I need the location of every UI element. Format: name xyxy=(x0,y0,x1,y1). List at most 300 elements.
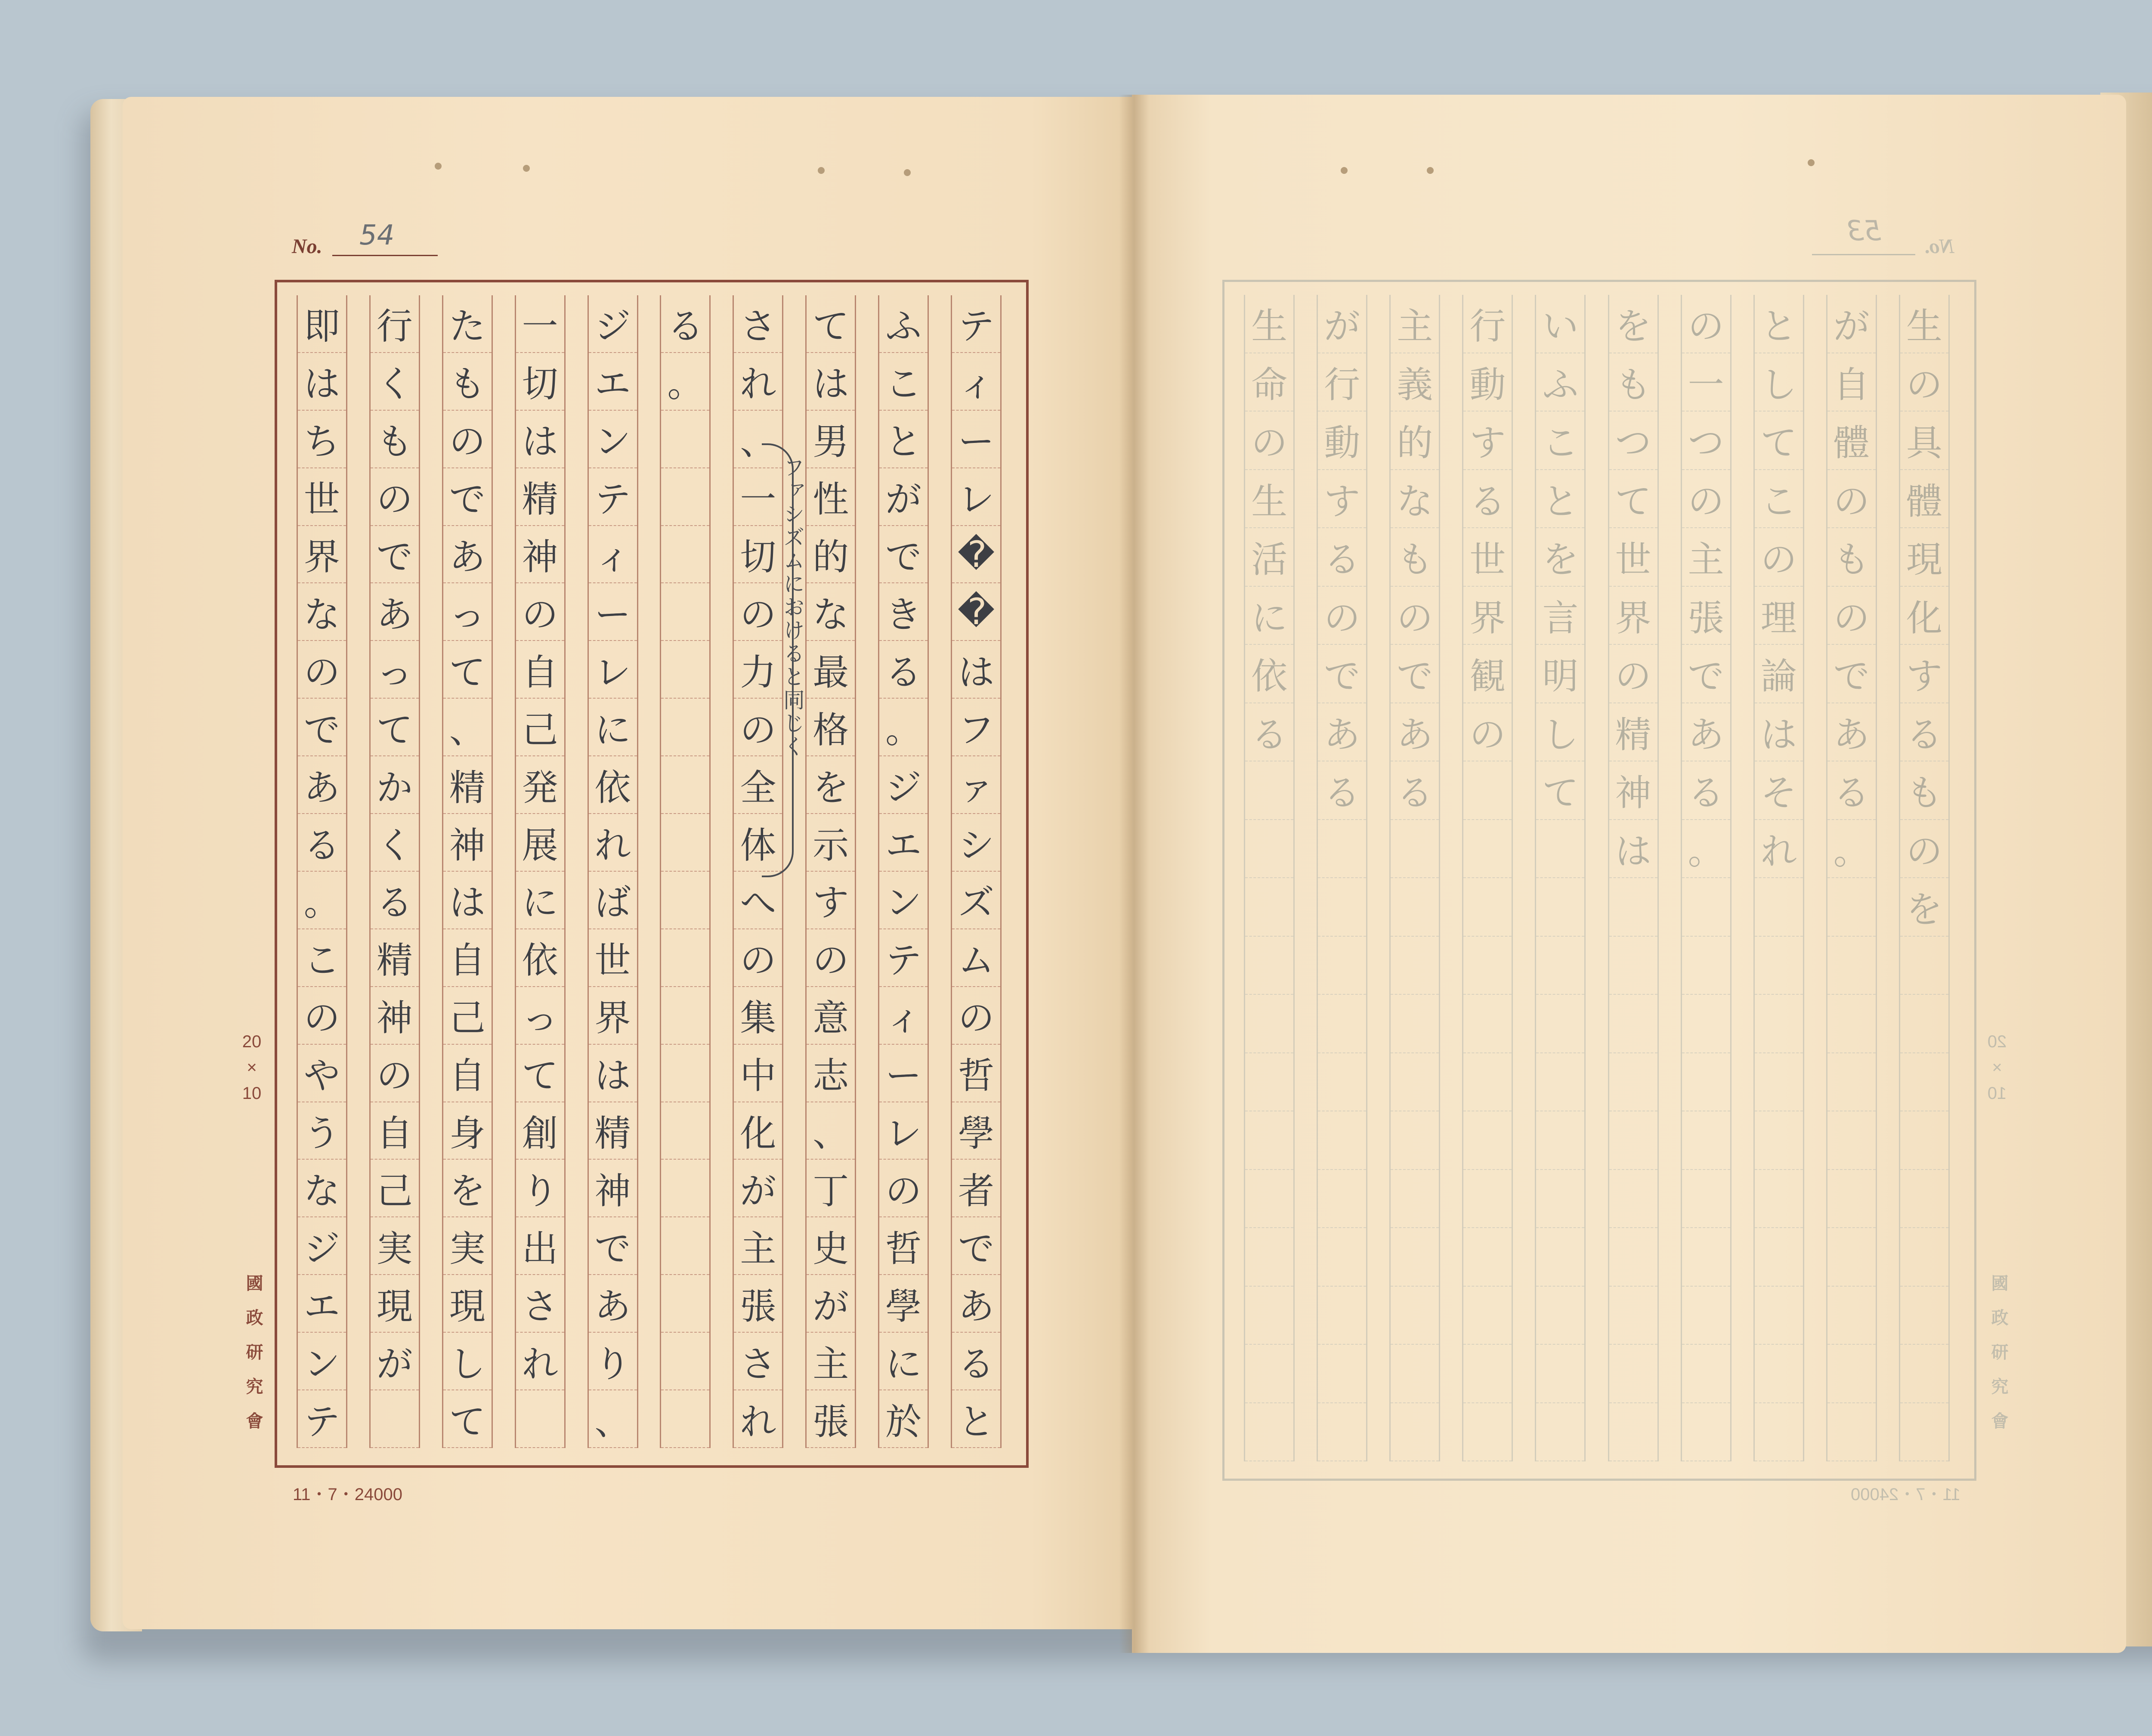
manuscript-cell: 。 xyxy=(298,872,346,929)
manuscript-cell: あ xyxy=(371,584,419,641)
manuscript-cell: の xyxy=(1391,587,1439,645)
manuscript-cell: す xyxy=(1463,412,1512,470)
manuscript-cell: の xyxy=(734,929,782,987)
manuscript-cell xyxy=(1682,1403,1730,1462)
manuscript-cell: シ xyxy=(952,814,1000,872)
manuscript-cell: � xyxy=(952,526,1000,584)
manuscript-cell xyxy=(1536,1053,1584,1112)
manuscript-cell: は xyxy=(298,353,346,411)
manuscript-cell: 、 xyxy=(589,1390,637,1448)
manuscript-cell: か xyxy=(371,756,419,814)
manuscript-cell xyxy=(1391,1228,1439,1287)
manuscript-cell xyxy=(1827,937,1876,995)
manuscript-cell: ン xyxy=(298,1333,346,1390)
manuscript-cell xyxy=(1755,1345,1803,1403)
manuscript-cell: で xyxy=(952,1217,1000,1275)
manuscript-cell xyxy=(1391,995,1439,1053)
manuscript-cell: う xyxy=(298,1102,346,1160)
manuscript-cell: 志 xyxy=(807,1045,855,1102)
manuscript-cell: 學 xyxy=(879,1275,928,1333)
manuscript-cell: ズ xyxy=(952,872,1000,929)
manuscript-cell: に xyxy=(1245,587,1293,645)
manuscript-cell xyxy=(1900,1345,1948,1403)
grid-size-label: 20 × 10 xyxy=(1987,1032,2007,1103)
manuscript-cell xyxy=(1536,1170,1584,1229)
manuscript-cell: れ xyxy=(1755,820,1803,879)
manuscript-cell: で xyxy=(371,526,419,584)
manuscript-cell: る xyxy=(879,641,928,699)
manuscript-cell xyxy=(1245,1053,1293,1112)
manuscript-cell: で xyxy=(879,526,928,584)
manuscript-cell xyxy=(1391,1111,1439,1170)
manuscript-cell: 論 xyxy=(1755,645,1803,703)
manuscript-cell: 男 xyxy=(807,411,855,468)
manuscript-column xyxy=(1317,295,1367,1461)
manuscript-cell: あ xyxy=(1682,703,1730,762)
manuscript-cell: は xyxy=(807,353,855,411)
manuscript-grid-right xyxy=(1222,280,1976,1481)
manuscript-cell: く xyxy=(371,814,419,872)
manuscript-cell xyxy=(1463,995,1512,1053)
manuscript-cell: ム xyxy=(952,929,1000,987)
manuscript-cell: を xyxy=(1900,878,1948,937)
manuscript-cell: レ xyxy=(952,468,1000,526)
manuscript-cell xyxy=(1318,1287,1366,1345)
manuscript-cell: 一 xyxy=(516,295,564,353)
manuscript-cell xyxy=(1318,1053,1366,1112)
manuscript-cell: に xyxy=(589,699,637,756)
manuscript-cell: に xyxy=(879,1333,928,1390)
manuscript-cell: あ xyxy=(1318,703,1366,762)
manuscript-cell xyxy=(661,468,709,526)
manuscript-cell xyxy=(1755,1170,1803,1229)
manuscript-cell: の xyxy=(1900,820,1948,879)
manuscript-cell: で xyxy=(298,699,346,756)
manuscript-cell: 動 xyxy=(1463,353,1512,412)
manuscript-cell xyxy=(1245,1403,1293,1462)
manuscript-cell: あ xyxy=(952,1275,1000,1333)
manuscript-column xyxy=(1535,295,1586,1461)
manuscript-cell: 理 xyxy=(1755,587,1803,645)
manuscript-cell xyxy=(661,526,709,584)
annotation-bracket xyxy=(762,443,794,877)
manuscript-cell: れ xyxy=(516,1333,564,1390)
manuscript-cell: 自 xyxy=(1827,353,1876,412)
manuscript-cell: 動 xyxy=(1318,412,1366,470)
manuscript-column xyxy=(442,295,493,1448)
manuscript-cell: あ xyxy=(1391,703,1439,762)
manuscript-cell xyxy=(1318,937,1366,995)
manuscript-cell xyxy=(1609,878,1657,937)
manuscript-cell: 自 xyxy=(443,929,492,987)
manuscript-cell xyxy=(661,1275,709,1333)
manuscript-cell xyxy=(661,411,709,468)
manuscript-cell: 精 xyxy=(1609,703,1657,762)
manuscript-cell: の xyxy=(1245,412,1293,470)
manuscript-cell: な xyxy=(298,584,346,641)
manuscript-cell: エ xyxy=(589,353,637,411)
manuscript-cell: 界 xyxy=(298,526,346,584)
manuscript-cell xyxy=(1682,878,1730,937)
manuscript-cell: 依 xyxy=(516,929,564,987)
manuscript-cell: が xyxy=(734,1160,782,1218)
manuscript-cell xyxy=(1900,1170,1948,1229)
binding-hole xyxy=(1808,159,1815,166)
manuscript-cell: の xyxy=(1682,295,1730,353)
manuscript-cell: の xyxy=(1463,703,1512,762)
manuscript-grid-left xyxy=(275,280,1029,1468)
manuscript-cell: 具 xyxy=(1900,412,1948,470)
manuscript-cell: ン xyxy=(879,872,928,929)
manuscript-cell: あ xyxy=(1827,703,1876,762)
manuscript-cell: す xyxy=(807,872,855,929)
manuscript-cell: 即 xyxy=(298,295,346,353)
manuscript-cell: を xyxy=(443,1160,492,1218)
manuscript-cell: は xyxy=(589,1045,637,1102)
manuscript-cell: す xyxy=(1900,645,1948,703)
manuscript-cell: 、 xyxy=(443,699,492,756)
manuscript-cell: も xyxy=(1391,528,1439,587)
manuscript-cell: 自 xyxy=(371,1102,419,1160)
manuscript-cell: ィ xyxy=(952,353,1000,411)
manuscript-cell: 集 xyxy=(734,987,782,1045)
print-code: 11・7・24000 xyxy=(293,1485,402,1504)
manuscript-cell xyxy=(1463,1403,1512,1462)
manuscript-cell: 性 xyxy=(807,468,855,526)
binding-hole xyxy=(904,169,911,176)
manuscript-column xyxy=(515,295,566,1448)
manuscript-cell: 生 xyxy=(1245,295,1293,353)
manuscript-cell xyxy=(516,1390,564,1448)
manuscript-cell: の xyxy=(734,699,782,756)
manuscript-cell: 界 xyxy=(589,987,637,1045)
manuscript-cell: 創 xyxy=(516,1102,564,1160)
manuscript-cell xyxy=(1391,1053,1439,1112)
manuscript-cell: 切 xyxy=(734,526,782,584)
manuscript-cell: の xyxy=(879,1160,928,1218)
manuscript-cell xyxy=(1755,1111,1803,1170)
print-code: 11・7・24000 xyxy=(1851,1485,1960,1504)
manuscript-cell xyxy=(1318,995,1366,1053)
manuscript-cell: も xyxy=(1900,761,1948,820)
manuscript-cell xyxy=(1245,878,1293,937)
manuscript-cell: れ xyxy=(589,814,637,872)
manuscript-cell: 格 xyxy=(807,699,855,756)
manuscript-cell xyxy=(661,872,709,929)
manuscript-cell: る xyxy=(1318,761,1366,820)
manuscript-cell: ふ xyxy=(879,295,928,353)
manuscript-cell xyxy=(1245,820,1293,879)
manuscript-cell xyxy=(1609,1053,1657,1112)
manuscript-column xyxy=(951,295,1002,1448)
manuscript-cell xyxy=(661,699,709,756)
manuscript-cell xyxy=(1827,995,1876,1053)
manuscript-cell: フ xyxy=(952,699,1000,756)
manuscript-cell: い xyxy=(1536,295,1584,353)
manuscript-cell xyxy=(1318,1403,1366,1462)
manuscript-cell: エ xyxy=(298,1275,346,1333)
manuscript-cell xyxy=(1900,1228,1948,1287)
manuscript-cell: ち xyxy=(298,411,346,468)
manuscript-cell xyxy=(1900,1053,1948,1112)
manuscript-cell: 身 xyxy=(443,1102,492,1160)
manuscript-cell: た xyxy=(443,295,492,353)
manuscript-cell xyxy=(1609,1287,1657,1345)
manuscript-cell: ー xyxy=(879,1045,928,1102)
manuscript-cell xyxy=(1900,1111,1948,1170)
manuscript-cell: で xyxy=(443,468,492,526)
manuscript-cell: 體 xyxy=(1900,470,1948,529)
binding-hole xyxy=(523,165,530,172)
manuscript-cell: る xyxy=(298,814,346,872)
manuscript-cell xyxy=(1536,1228,1584,1287)
manuscript-cell: あ xyxy=(298,756,346,814)
manuscript-cell xyxy=(1827,1287,1876,1345)
manuscript-cell: 一 xyxy=(1682,353,1730,412)
manuscript-column xyxy=(1389,295,1440,1461)
manuscript-cell xyxy=(1827,1111,1876,1170)
manuscript-cell: ジ xyxy=(298,1217,346,1275)
binding-hole xyxy=(435,163,442,170)
manuscript-cell xyxy=(1391,878,1439,937)
manuscript-cell: あ xyxy=(589,1275,637,1333)
manuscript-cell xyxy=(1318,1345,1366,1403)
manuscript-cell: を xyxy=(1536,528,1584,587)
manuscript-cell: 意 xyxy=(807,987,855,1045)
manuscript-cell: 示 xyxy=(807,814,855,872)
manuscript-cell: は xyxy=(952,641,1000,699)
manuscript-cell: 精 xyxy=(371,929,419,987)
manuscript-cell: の xyxy=(1609,645,1657,703)
manuscript-cell xyxy=(1463,761,1512,820)
manuscript-cell: 依 xyxy=(589,756,637,814)
manuscript-cell xyxy=(1391,1345,1439,1403)
manuscript-cell: 。 xyxy=(1682,820,1730,879)
manuscript-cell: 化 xyxy=(1900,587,1948,645)
manuscript-cell: の xyxy=(807,929,855,987)
manuscript-cell: し xyxy=(1536,703,1584,762)
manuscript-cell: ジ xyxy=(879,756,928,814)
manuscript-column xyxy=(1899,295,1950,1461)
manuscript-cell xyxy=(1609,937,1657,995)
manuscript-cell xyxy=(1245,937,1293,995)
manuscript-cell xyxy=(1391,820,1439,879)
manuscript-cell xyxy=(1245,761,1293,820)
manuscript-cell: 神 xyxy=(516,526,564,584)
manuscript-cell: に xyxy=(516,872,564,929)
manuscript-cell: の xyxy=(734,584,782,641)
manuscript-cell: 己 xyxy=(371,1160,419,1218)
manuscript-cell: 義 xyxy=(1391,353,1439,412)
manuscript-cell xyxy=(1609,1345,1657,1403)
manuscript-cell xyxy=(1463,878,1512,937)
manuscript-cell xyxy=(1536,1345,1584,1403)
manuscript-cell: る xyxy=(1463,470,1512,529)
manuscript-cell xyxy=(1755,1053,1803,1112)
manuscript-column xyxy=(369,295,420,1448)
manuscript-cell: る xyxy=(1900,703,1948,762)
manuscript-cell: は xyxy=(443,872,492,929)
binding-hole xyxy=(1427,167,1434,174)
manuscript-cell: レ xyxy=(879,1102,928,1160)
manuscript-cell: っ xyxy=(443,584,492,641)
manuscript-cell xyxy=(1536,878,1584,937)
manuscript-cell: て xyxy=(1536,761,1584,820)
manuscript-cell xyxy=(1609,1228,1657,1287)
manuscript-cell: き xyxy=(879,584,928,641)
manuscript-cell xyxy=(1463,1228,1512,1287)
manuscript-cell: 行 xyxy=(1318,353,1366,412)
manuscript-cell xyxy=(1391,1287,1439,1345)
manuscript-cell xyxy=(1245,1287,1293,1345)
manuscript-cell: る xyxy=(1391,761,1439,820)
manuscript-cell: と xyxy=(952,1390,1000,1448)
manuscript-cell xyxy=(1755,1287,1803,1345)
manuscript-cell xyxy=(1827,1403,1876,1462)
manuscript-cell xyxy=(1318,1111,1366,1170)
manuscript-cell: 精 xyxy=(516,468,564,526)
book-gutter xyxy=(1119,95,1149,1653)
manuscript-cell: 精 xyxy=(589,1102,637,1160)
manuscript-cell: 者 xyxy=(952,1160,1000,1218)
manuscript-cell xyxy=(1609,1403,1657,1462)
manuscript-cell: や xyxy=(298,1045,346,1102)
manuscript-cell: が xyxy=(807,1275,855,1333)
manuscript-cell: 行 xyxy=(1463,295,1512,353)
manuscript-cell: の xyxy=(1827,587,1876,645)
manuscript-cell: の xyxy=(298,641,346,699)
manuscript-cell xyxy=(1536,1111,1584,1170)
manuscript-cell: の xyxy=(1755,528,1803,587)
manuscript-cell xyxy=(661,1390,709,1448)
manuscript-cell: る xyxy=(661,295,709,353)
manuscript-cell: な xyxy=(807,584,855,641)
manuscript-cell: 命 xyxy=(1245,353,1293,412)
manuscript-cell: 精 xyxy=(443,756,492,814)
manuscript-cell: 現 xyxy=(1900,528,1948,587)
manuscript-cell: ふ xyxy=(1536,353,1584,412)
manuscript-cell xyxy=(1463,937,1512,995)
manuscript-cell: 体 xyxy=(734,814,782,872)
manuscript-cell: 切 xyxy=(516,353,564,411)
manuscript-cell: れ xyxy=(734,1390,782,1448)
manuscript-cell xyxy=(1755,1228,1803,1287)
manuscript-cell: 活 xyxy=(1245,528,1293,587)
manuscript-cell: す xyxy=(1318,470,1366,529)
manuscript-cell: り xyxy=(516,1160,564,1218)
publisher-name: 國政研究會 xyxy=(243,1274,263,1446)
manuscript-cell xyxy=(1318,1228,1366,1287)
manuscript-cell: し xyxy=(1755,353,1803,412)
manuscript-column xyxy=(1681,295,1731,1461)
manuscript-cell: と xyxy=(1536,470,1584,529)
manuscript-cell xyxy=(1900,1287,1948,1345)
manuscript-column xyxy=(878,295,929,1448)
manuscript-cell: で xyxy=(1318,645,1366,703)
manuscript-cell xyxy=(1463,820,1512,879)
manuscript-cell: 化 xyxy=(734,1102,782,1160)
manuscript-cell: つ xyxy=(1682,412,1730,470)
page-number-handwritten: 54 xyxy=(359,220,395,251)
manuscript-cell: く xyxy=(371,353,419,411)
manuscript-cell xyxy=(1609,1111,1657,1170)
manuscript-column xyxy=(1826,295,1877,1461)
manuscript-cell: 神 xyxy=(1609,761,1657,820)
manuscript-cell: 界 xyxy=(1463,587,1512,645)
manuscript-cell xyxy=(1245,1345,1293,1403)
manuscript-cell: さ xyxy=(734,295,782,353)
manuscript-column xyxy=(660,295,711,1448)
manuscript-cell xyxy=(1536,1287,1584,1345)
manuscript-cell: の xyxy=(952,987,1000,1045)
manuscript-cell: は xyxy=(516,411,564,468)
manuscript-cell xyxy=(661,987,709,1045)
manuscript-cell xyxy=(1755,995,1803,1053)
manuscript-cell: 。 xyxy=(1827,820,1876,879)
manuscript-cell: の xyxy=(1827,470,1876,529)
manuscript-cell xyxy=(1463,1287,1512,1345)
manuscript-cell: な xyxy=(1391,470,1439,529)
manuscript-cell: 哲 xyxy=(879,1217,928,1275)
manuscript-cell xyxy=(1536,995,1584,1053)
manuscript-cell xyxy=(1318,878,1366,937)
manuscript-cell xyxy=(1827,1345,1876,1403)
manuscript-cell xyxy=(1463,1111,1512,1170)
manuscript-cell: 自 xyxy=(516,641,564,699)
manuscript-cell xyxy=(1536,1403,1584,1462)
manuscript-cell: る xyxy=(371,872,419,929)
manuscript-cell xyxy=(1536,820,1584,879)
manuscript-cell: 主 xyxy=(734,1217,782,1275)
manuscript-cell: 現 xyxy=(371,1275,419,1333)
manuscript-cell: 於 xyxy=(879,1390,928,1448)
manuscript-cell: ィ xyxy=(589,526,637,584)
manuscript-column xyxy=(805,295,856,1448)
manuscript-cell xyxy=(1463,1053,1512,1112)
manuscript-cell: な xyxy=(298,1160,346,1218)
manuscript-cell: り xyxy=(589,1333,637,1390)
manuscript-cell: あ xyxy=(443,526,492,584)
manuscript-cell: 。 xyxy=(661,353,709,411)
manuscript-cell: ー xyxy=(589,584,637,641)
manuscript-cell xyxy=(1318,820,1366,879)
manuscript-cell: 一 xyxy=(734,468,782,526)
manuscript-cell: も xyxy=(371,411,419,468)
manuscript-cell xyxy=(661,814,709,872)
manuscript-cell: ィ xyxy=(879,987,928,1045)
manuscript-cell: 中 xyxy=(734,1045,782,1102)
manuscript-cell: 展 xyxy=(516,814,564,872)
manuscript-cell xyxy=(661,929,709,987)
manuscript-cell: ァ xyxy=(952,756,1000,814)
handwritten-annotation: ファシズムにおけると同じく xyxy=(780,456,805,758)
manuscript-cell: 、 xyxy=(734,411,782,468)
manuscript-cell: さ xyxy=(734,1333,782,1390)
manuscript-cell: 行 xyxy=(371,295,419,353)
manuscript-cell: ジ xyxy=(589,295,637,353)
manuscript-cell: 世 xyxy=(1463,528,1512,587)
manuscript-cell: を xyxy=(807,756,855,814)
manuscript-cell: 発 xyxy=(516,756,564,814)
manuscript-cell: は xyxy=(1609,820,1657,879)
manuscript-cell xyxy=(1245,1111,1293,1170)
manuscript-cell xyxy=(661,584,709,641)
manuscript-cell: 張 xyxy=(734,1275,782,1333)
manuscript-cell: 現 xyxy=(443,1275,492,1333)
manuscript-cell: る xyxy=(1827,761,1876,820)
manuscript-cell xyxy=(1827,878,1876,937)
manuscript-column xyxy=(1753,295,1804,1461)
